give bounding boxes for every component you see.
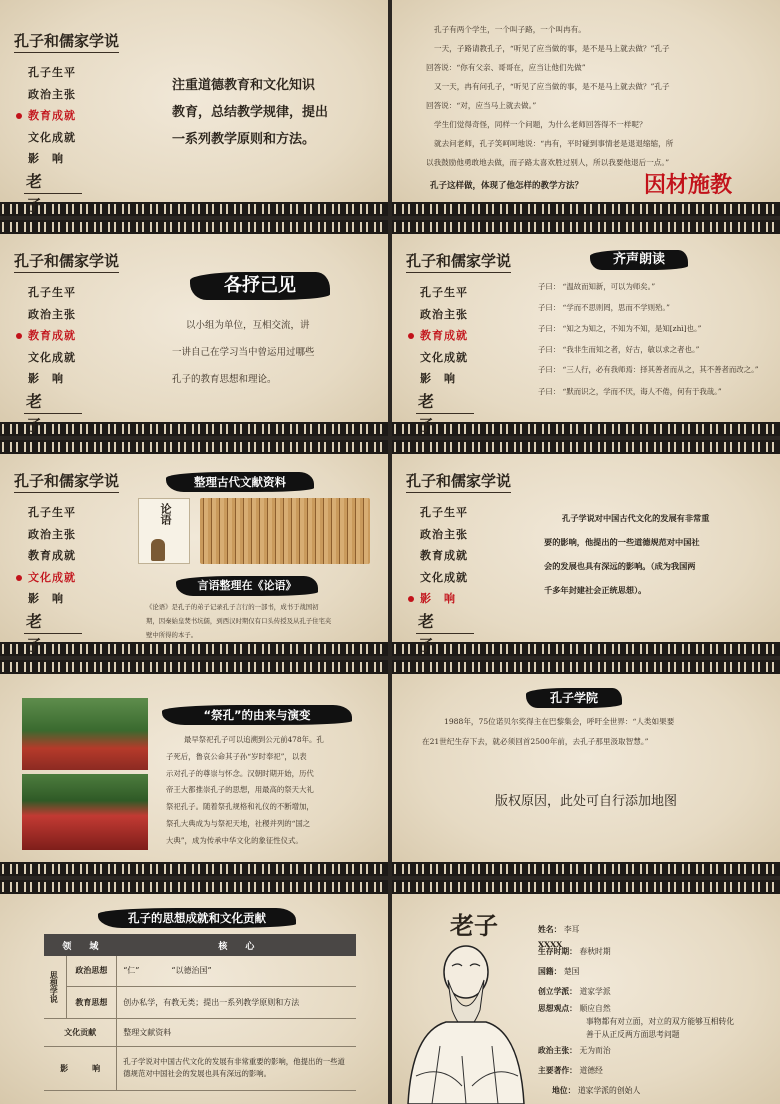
menu-item[interactable]: 影 响	[28, 372, 64, 385]
table-header: 核 心	[218, 941, 255, 952]
nav-menu	[24, 62, 82, 215]
laozi-portrait	[402, 936, 530, 1104]
heading-brush: 齐声朗读	[590, 250, 688, 270]
quote-item: 子曰： “学而不思则罔，思而不学则殆。”	[538, 303, 670, 312]
profile-field: 思想观点： 顺应自然	[538, 1004, 611, 1013]
quote-item: 子曰： “温故而知新，可以为师矣。”	[538, 282, 656, 291]
menu-item[interactable]: 政治主张	[28, 307, 76, 321]
nav-menu	[24, 282, 82, 435]
table-cell: 整理文献资料	[123, 1027, 172, 1037]
quote-list	[538, 276, 774, 399]
menu-item[interactable]: 孔子生平	[28, 66, 76, 79]
slide-7[interactable]	[0, 660, 388, 876]
pattern-border	[392, 642, 780, 656]
menu-item-active[interactable]: 教育成就	[24, 325, 82, 347]
heading-brush: 整理古代文献资料	[166, 472, 314, 492]
menu-item[interactable]: 孔子生平	[420, 506, 468, 519]
menu-item[interactable]: 老 子	[24, 390, 82, 414]
profile-field: 善于从正反两方面思考问题	[586, 1030, 680, 1039]
menu-item[interactable]: 孔子生平	[28, 286, 76, 299]
profile-field: XXXX	[538, 940, 563, 949]
slide-9[interactable]	[0, 880, 388, 1104]
menu-item[interactable]: 文化成就	[420, 570, 468, 584]
quote-item: 子曰： “三人行，必有我师焉：择其善者而从之，其不善者而改之。”	[538, 365, 759, 374]
answer: 因材施教	[644, 173, 733, 198]
profile-field: 地位： 道家学派的创始人	[552, 1086, 641, 1095]
profile-field: 创立学派： 道家学派	[538, 987, 611, 996]
question: 孔子这样做，体现了他怎样的教学方法？	[430, 181, 584, 191]
menu-item[interactable]: 老 子	[24, 170, 82, 194]
pattern-border	[392, 202, 780, 216]
table-header: 领 域	[62, 941, 99, 952]
menu-item[interactable]: 教育成就	[28, 549, 76, 562]
slide-10[interactable]	[392, 880, 780, 1104]
table-group: 思想学说	[44, 956, 66, 1018]
pattern-border	[392, 440, 780, 454]
table-cell: 政治思想	[66, 956, 117, 986]
nav-menu	[416, 502, 474, 655]
menu-item[interactable]: 文化成就	[28, 350, 76, 364]
menu-item-active[interactable]: 文化成就	[24, 567, 82, 589]
profile-field: 姓名： 李耳	[538, 925, 580, 934]
book-cover-image: 论语	[138, 498, 190, 564]
nav-menu	[24, 502, 82, 655]
quote-item: 子曰： “知之为知之，不知为不知，是知[zhì]也。”	[538, 324, 702, 333]
slide-body: 1988年，75位诺贝尔奖得主在巴黎集会，呼吁全世界：“人类如果要 在21世纪生存下去，就必须回首2500年前，去孔子那里汲取智慧。”	[422, 717, 675, 746]
slide-body: 注重道德教育和文化知识 教育，总结教学规律，提出 一系列教学原则和方法。	[172, 78, 329, 147]
menu-item[interactable]: 政治主张	[420, 307, 468, 321]
slide-8[interactable]	[392, 660, 780, 876]
achievements-table	[44, 934, 356, 1091]
profile-field: 政治主张： 无为而治	[538, 1046, 611, 1055]
menu-item[interactable]: 政治主张	[28, 527, 76, 541]
menu-item[interactable]: 影 响	[28, 592, 64, 605]
slide-body: 最早祭祀孔子可以追溯到公元前478年。孔 子死后，鲁哀公命其子孙“岁时奉祀”，以表 示对孔子的尊崇与怀念。汉朝时期开始，历代 帝王大都推崇孔子的思想，用最高的祭天大礼 祭祀孔子。随着祭孔规格和礼仪的不断增加， 祭孔大典成为与祭祀天地，社稷并列的“国之 大典”，成为传承中华文化的象征性仪式。	[166, 735, 324, 845]
story-text: 孔子有两个学生，一个叫子路，一个叫冉有。 一天，子路请教孔子，“听见了应当做的事，是不是马上就去做？”孔子 回答说：“你有父亲、哥哥在，应当让他们先做” 又一天，冉有问孔子，“听见了应当做的事，是不是马上就去做？”孔子 回答说：“对，应当马上就去做。” 学生们觉得奇怪，同样一个问题，为什么老师回答得不一样呢？ 就去问老师，孔子笑呵呵地说：“冉有，平时碰到事情老是退退缩缩，所 以我鼓励他勇敢地去做，而子路太喜欢胜过别人，所以我要他退后一点。”	[426, 25, 674, 167]
pattern-border	[392, 660, 780, 674]
pattern-border	[0, 642, 388, 656]
table-cell: 创办私学，有教无类；提出一系列教学原则和方法	[123, 997, 300, 1007]
slide-1[interactable]	[0, 0, 388, 216]
profile-field: 主要著作： 道德经	[538, 1066, 603, 1075]
menu-item-active[interactable]: 影 响	[416, 588, 474, 610]
slide-body: 孔子学说对中国古代文化的发展有非常重 要的影响，他提出的一些道德规范对中国社 会的发展也具有深远的影响。（成为我国两 千多年封建社会正统思想）。	[544, 513, 710, 595]
quote-item: 子曰： “我非生而知之者，好古，敏以求之者也。”	[538, 345, 700, 354]
ceremony-photo	[22, 774, 148, 850]
slide-title: 孔子和儒家学说	[14, 470, 119, 493]
table-cell: 影 响	[44, 1046, 117, 1090]
profile-field: 国籍： 楚国	[538, 967, 580, 976]
pattern-border	[0, 220, 388, 234]
pattern-border	[0, 440, 388, 454]
pattern-border	[392, 220, 780, 234]
heading-brush: “祭孔”的由来与演变	[162, 705, 352, 725]
menu-item[interactable]: 政治主张	[420, 527, 468, 541]
menu-item[interactable]: 政治主张	[28, 87, 76, 101]
profile-field: 事物都有对立面，对立的双方能够互相转化	[586, 1017, 735, 1026]
slide-title: 孔子和儒家学说	[14, 30, 119, 53]
menu-item[interactable]: 教育成就	[420, 549, 468, 562]
menu-item-active[interactable]: 教育成就	[416, 325, 474, 347]
pattern-border	[0, 422, 388, 436]
slide-2[interactable]	[392, 0, 780, 216]
slide-5[interactable]	[0, 440, 388, 656]
heading-brush: 各抒己见	[190, 272, 330, 300]
table-cell: 教育思想	[66, 986, 117, 1018]
pattern-border	[392, 880, 780, 894]
heading-brush: 孔子的思想成就和文化贡献	[98, 908, 296, 928]
menu-item[interactable]: 文化成就	[420, 350, 468, 364]
menu-item[interactable]: 孔子生平	[420, 286, 468, 299]
pattern-border	[0, 202, 388, 216]
table-cell: 文化贡献	[44, 1018, 117, 1046]
bamboo-slips-image	[200, 498, 370, 564]
quote-item: 子曰： “默而识之，学而不厌，诲人不倦，何有于我哉。”	[538, 387, 722, 396]
map-placeholder: 版权原因，此处可自行添加地图	[494, 794, 677, 809]
menu-item-active[interactable]: 教育成就	[24, 105, 82, 127]
slide-title: 孔子和儒家学说	[406, 470, 511, 493]
slide-title: 孔子和儒家学说	[406, 250, 511, 273]
menu-item[interactable]: 影 响	[420, 372, 456, 385]
slide-body: 以小组为单位，互相交流，讲 一讲自己在学习当中曾运用过哪些 孔子的教育思想和理论。	[172, 320, 315, 385]
menu-item[interactable]: 老 子	[24, 610, 82, 634]
menu-item[interactable]: 影 响	[28, 152, 64, 165]
slide-4[interactable]	[392, 220, 780, 436]
nav-menu	[416, 282, 474, 435]
profile-fields	[538, 920, 776, 1101]
pattern-border	[0, 880, 388, 894]
pattern-border	[392, 422, 780, 436]
pattern-border	[0, 660, 388, 674]
subheading-brush: 言语整理在《论语》	[176, 576, 318, 596]
slide-body: 《论语》是孔子的弟子记录孔子言行的一部书，成书于战国初 期，因秦始皇焚书坑儒，到西汉时期仅有口头传授及从孔子住宅夹 壁中所得的本子。	[146, 603, 332, 639]
profile-field: 生存时期： 春秋时期	[538, 947, 611, 956]
pattern-border	[0, 862, 388, 876]
menu-item[interactable]: 老 子	[416, 390, 474, 414]
menu-item[interactable]: 文化成就	[28, 130, 76, 144]
heading-brush: 孔子学院	[526, 688, 622, 708]
slide-title: 孔子和儒家学说	[14, 250, 119, 273]
menu-item[interactable]: 孔子生平	[28, 506, 76, 519]
person-name: 老子	[450, 912, 498, 940]
table-cell: “仁” “以德治国”	[123, 966, 212, 976]
table-cell: 孔子学说对中国古代文化的发展有非常重要的影响，他提出的一些道德规范对中国社会的发展也具有深远的影响。	[123, 1057, 345, 1078]
slide-6[interactable]	[392, 440, 780, 656]
pattern-border	[392, 862, 780, 876]
ceremony-photo	[22, 698, 148, 770]
menu-item[interactable]: 老 子	[416, 610, 474, 634]
slide-3[interactable]	[0, 220, 388, 436]
